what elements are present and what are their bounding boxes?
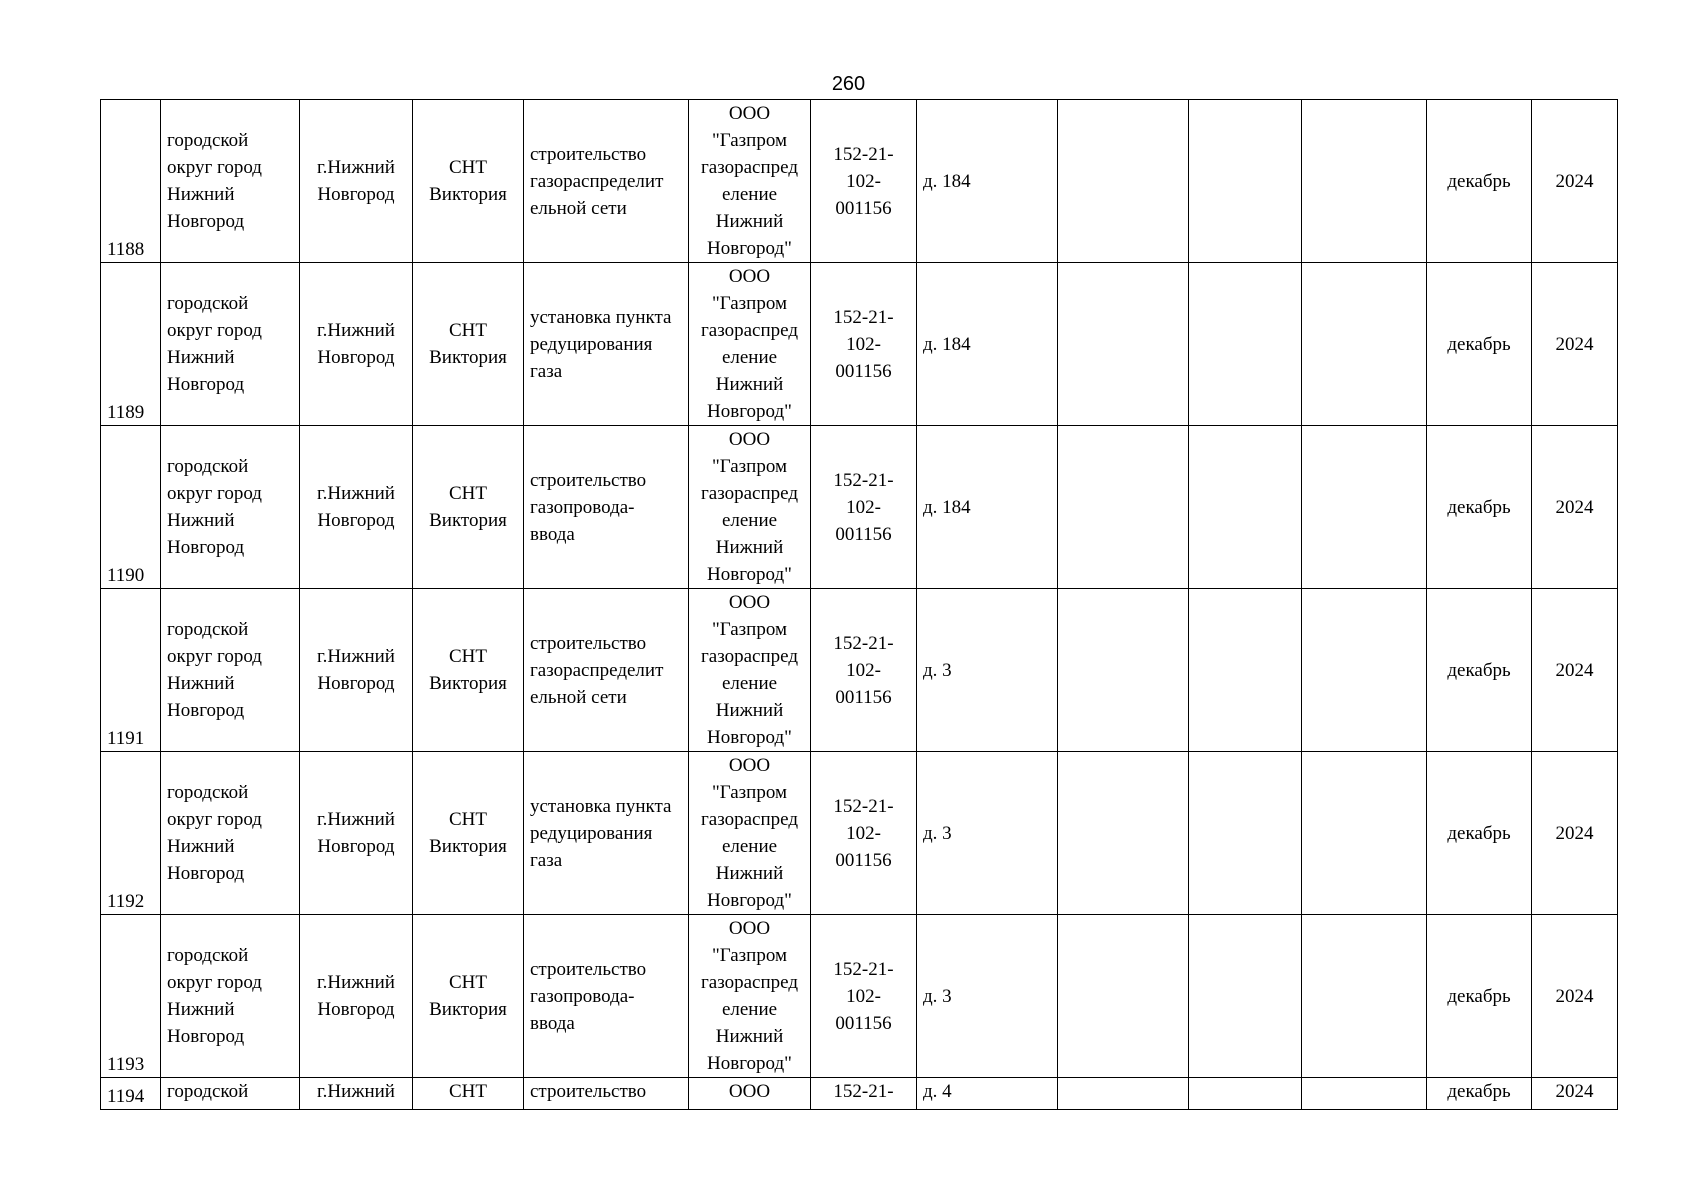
- empty-cell: [1302, 915, 1427, 1078]
- house-cell: д. 184: [917, 426, 1058, 589]
- row-number-cell: 1188: [101, 100, 161, 263]
- company-cell: ООО: [689, 1078, 811, 1110]
- work-type-cell: строительство: [524, 1078, 689, 1110]
- empty-cell: [1189, 100, 1302, 263]
- table-row: [101, 426, 1618, 589]
- row-number-cell: 1192: [101, 752, 161, 915]
- house-cell: д. 3: [917, 752, 1058, 915]
- row-number-cell: 1194: [101, 1078, 161, 1110]
- year-cell: 2024: [1532, 426, 1618, 589]
- table-row: [101, 752, 1618, 915]
- program-code-cell: 152-21- 102- 001156: [811, 589, 917, 752]
- company-cell: ООО "Газпром газораспред еление Нижний Новгород": [689, 100, 811, 263]
- settlement-cell: СНТ Виктория: [413, 100, 524, 263]
- month-cell: декабрь: [1427, 263, 1532, 426]
- empty-cell: [1058, 752, 1189, 915]
- work-type-cell: установка пункта редуцирования газа: [524, 263, 689, 426]
- settlement-cell: СНТ: [413, 1078, 524, 1110]
- house-cell: д. 3: [917, 915, 1058, 1078]
- year-cell: 2024: [1532, 589, 1618, 752]
- empty-cell: [1058, 263, 1189, 426]
- house-cell: д. 4: [917, 1078, 1058, 1110]
- company-cell: ООО "Газпром газораспред еление Нижний Новгород": [689, 263, 811, 426]
- settlement-cell: СНТ Виктория: [413, 263, 524, 426]
- house-cell: д. 184: [917, 263, 1058, 426]
- month-cell: декабрь: [1427, 752, 1532, 915]
- table-row: [101, 915, 1618, 1078]
- empty-cell: [1189, 263, 1302, 426]
- empty-cell: [1302, 752, 1427, 915]
- empty-cell: [1189, 752, 1302, 915]
- settlement-cell: СНТ Виктория: [413, 589, 524, 752]
- year-cell: 2024: [1532, 1078, 1618, 1110]
- house-cell: д. 184: [917, 100, 1058, 263]
- program-code-cell: 152-21- 102- 001156: [811, 263, 917, 426]
- empty-cell: [1189, 589, 1302, 752]
- house-cell: д. 3: [917, 589, 1058, 752]
- year-cell: 2024: [1532, 915, 1618, 1078]
- empty-cell: [1302, 1078, 1427, 1110]
- table-row: [101, 100, 1618, 263]
- table-row: [101, 589, 1618, 752]
- settlement-cell: СНТ Виктория: [413, 752, 524, 915]
- program-code-cell: 152-21- 102- 001156: [811, 100, 917, 263]
- settlement-cell: СНТ Виктория: [413, 915, 524, 1078]
- year-cell: 2024: [1532, 263, 1618, 426]
- month-cell: декабрь: [1427, 589, 1532, 752]
- district-cell: городской: [161, 1078, 300, 1110]
- city-cell: г.Нижний Новгород: [300, 426, 413, 589]
- city-cell: г.Нижний Новгород: [300, 100, 413, 263]
- program-code-cell: 152-21- 102- 001156: [811, 752, 917, 915]
- district-cell: городской округ город Нижний Новгород: [161, 100, 300, 263]
- month-cell: декабрь: [1427, 915, 1532, 1078]
- city-cell: г.Нижний: [300, 1078, 413, 1110]
- company-cell: ООО "Газпром газораспред еление Нижний Новгород": [689, 589, 811, 752]
- work-type-cell: строительство газораспределит ельной сети: [524, 589, 689, 752]
- company-cell: ООО "Газпром газораспред еление Нижний Новгород": [689, 426, 811, 589]
- month-cell: декабрь: [1427, 100, 1532, 263]
- year-cell: 2024: [1532, 100, 1618, 263]
- company-cell: ООО "Газпром газораспред еление Нижний Новгород": [689, 915, 811, 1078]
- month-cell: декабрь: [1427, 1078, 1532, 1110]
- table-row: [101, 1078, 1618, 1110]
- empty-cell: [1189, 1078, 1302, 1110]
- empty-cell: [1302, 426, 1427, 589]
- registry-table: [100, 99, 1618, 1110]
- empty-cell: [1302, 100, 1427, 263]
- month-cell: декабрь: [1427, 426, 1532, 589]
- page-number: 260: [831, 73, 866, 95]
- district-cell: городской округ город Нижний Новгород: [161, 915, 300, 1078]
- empty-cell: [1189, 426, 1302, 589]
- company-cell: ООО "Газпром газораспред еление Нижний Новгород": [689, 752, 811, 915]
- district-cell: городской округ город Нижний Новгород: [161, 263, 300, 426]
- city-cell: г.Нижний Новгород: [300, 752, 413, 915]
- city-cell: г.Нижний Новгород: [300, 589, 413, 752]
- program-code-cell: 152-21-: [811, 1078, 917, 1110]
- program-code-cell: 152-21- 102- 001156: [811, 915, 917, 1078]
- row-number-cell: 1190: [101, 426, 161, 589]
- district-cell: городской округ город Нижний Новгород: [161, 426, 300, 589]
- work-type-cell: строительство газопровода- ввода: [524, 426, 689, 589]
- settlement-cell: СНТ Виктория: [413, 426, 524, 589]
- empty-cell: [1189, 915, 1302, 1078]
- row-number-cell: 1189: [101, 263, 161, 426]
- district-cell: городской округ город Нижний Новгород: [161, 589, 300, 752]
- empty-cell: [1058, 426, 1189, 589]
- empty-cell: [1058, 1078, 1189, 1110]
- empty-cell: [1302, 589, 1427, 752]
- work-type-cell: строительство газопровода- ввода: [524, 915, 689, 1078]
- empty-cell: [1058, 915, 1189, 1078]
- year-cell: 2024: [1532, 752, 1618, 915]
- empty-cell: [1302, 263, 1427, 426]
- program-code-cell: 152-21- 102- 001156: [811, 426, 917, 589]
- city-cell: г.Нижний Новгород: [300, 915, 413, 1078]
- table-row: [101, 263, 1618, 426]
- work-type-cell: строительство газораспределит ельной сети: [524, 100, 689, 263]
- city-cell: г.Нижний Новгород: [300, 263, 413, 426]
- district-cell: городской округ город Нижний Новгород: [161, 752, 300, 915]
- empty-cell: [1058, 589, 1189, 752]
- empty-cell: [1058, 100, 1189, 263]
- work-type-cell: установка пункта редуцирования газа: [524, 752, 689, 915]
- row-number-cell: 1193: [101, 915, 161, 1078]
- row-number-cell: 1191: [101, 589, 161, 752]
